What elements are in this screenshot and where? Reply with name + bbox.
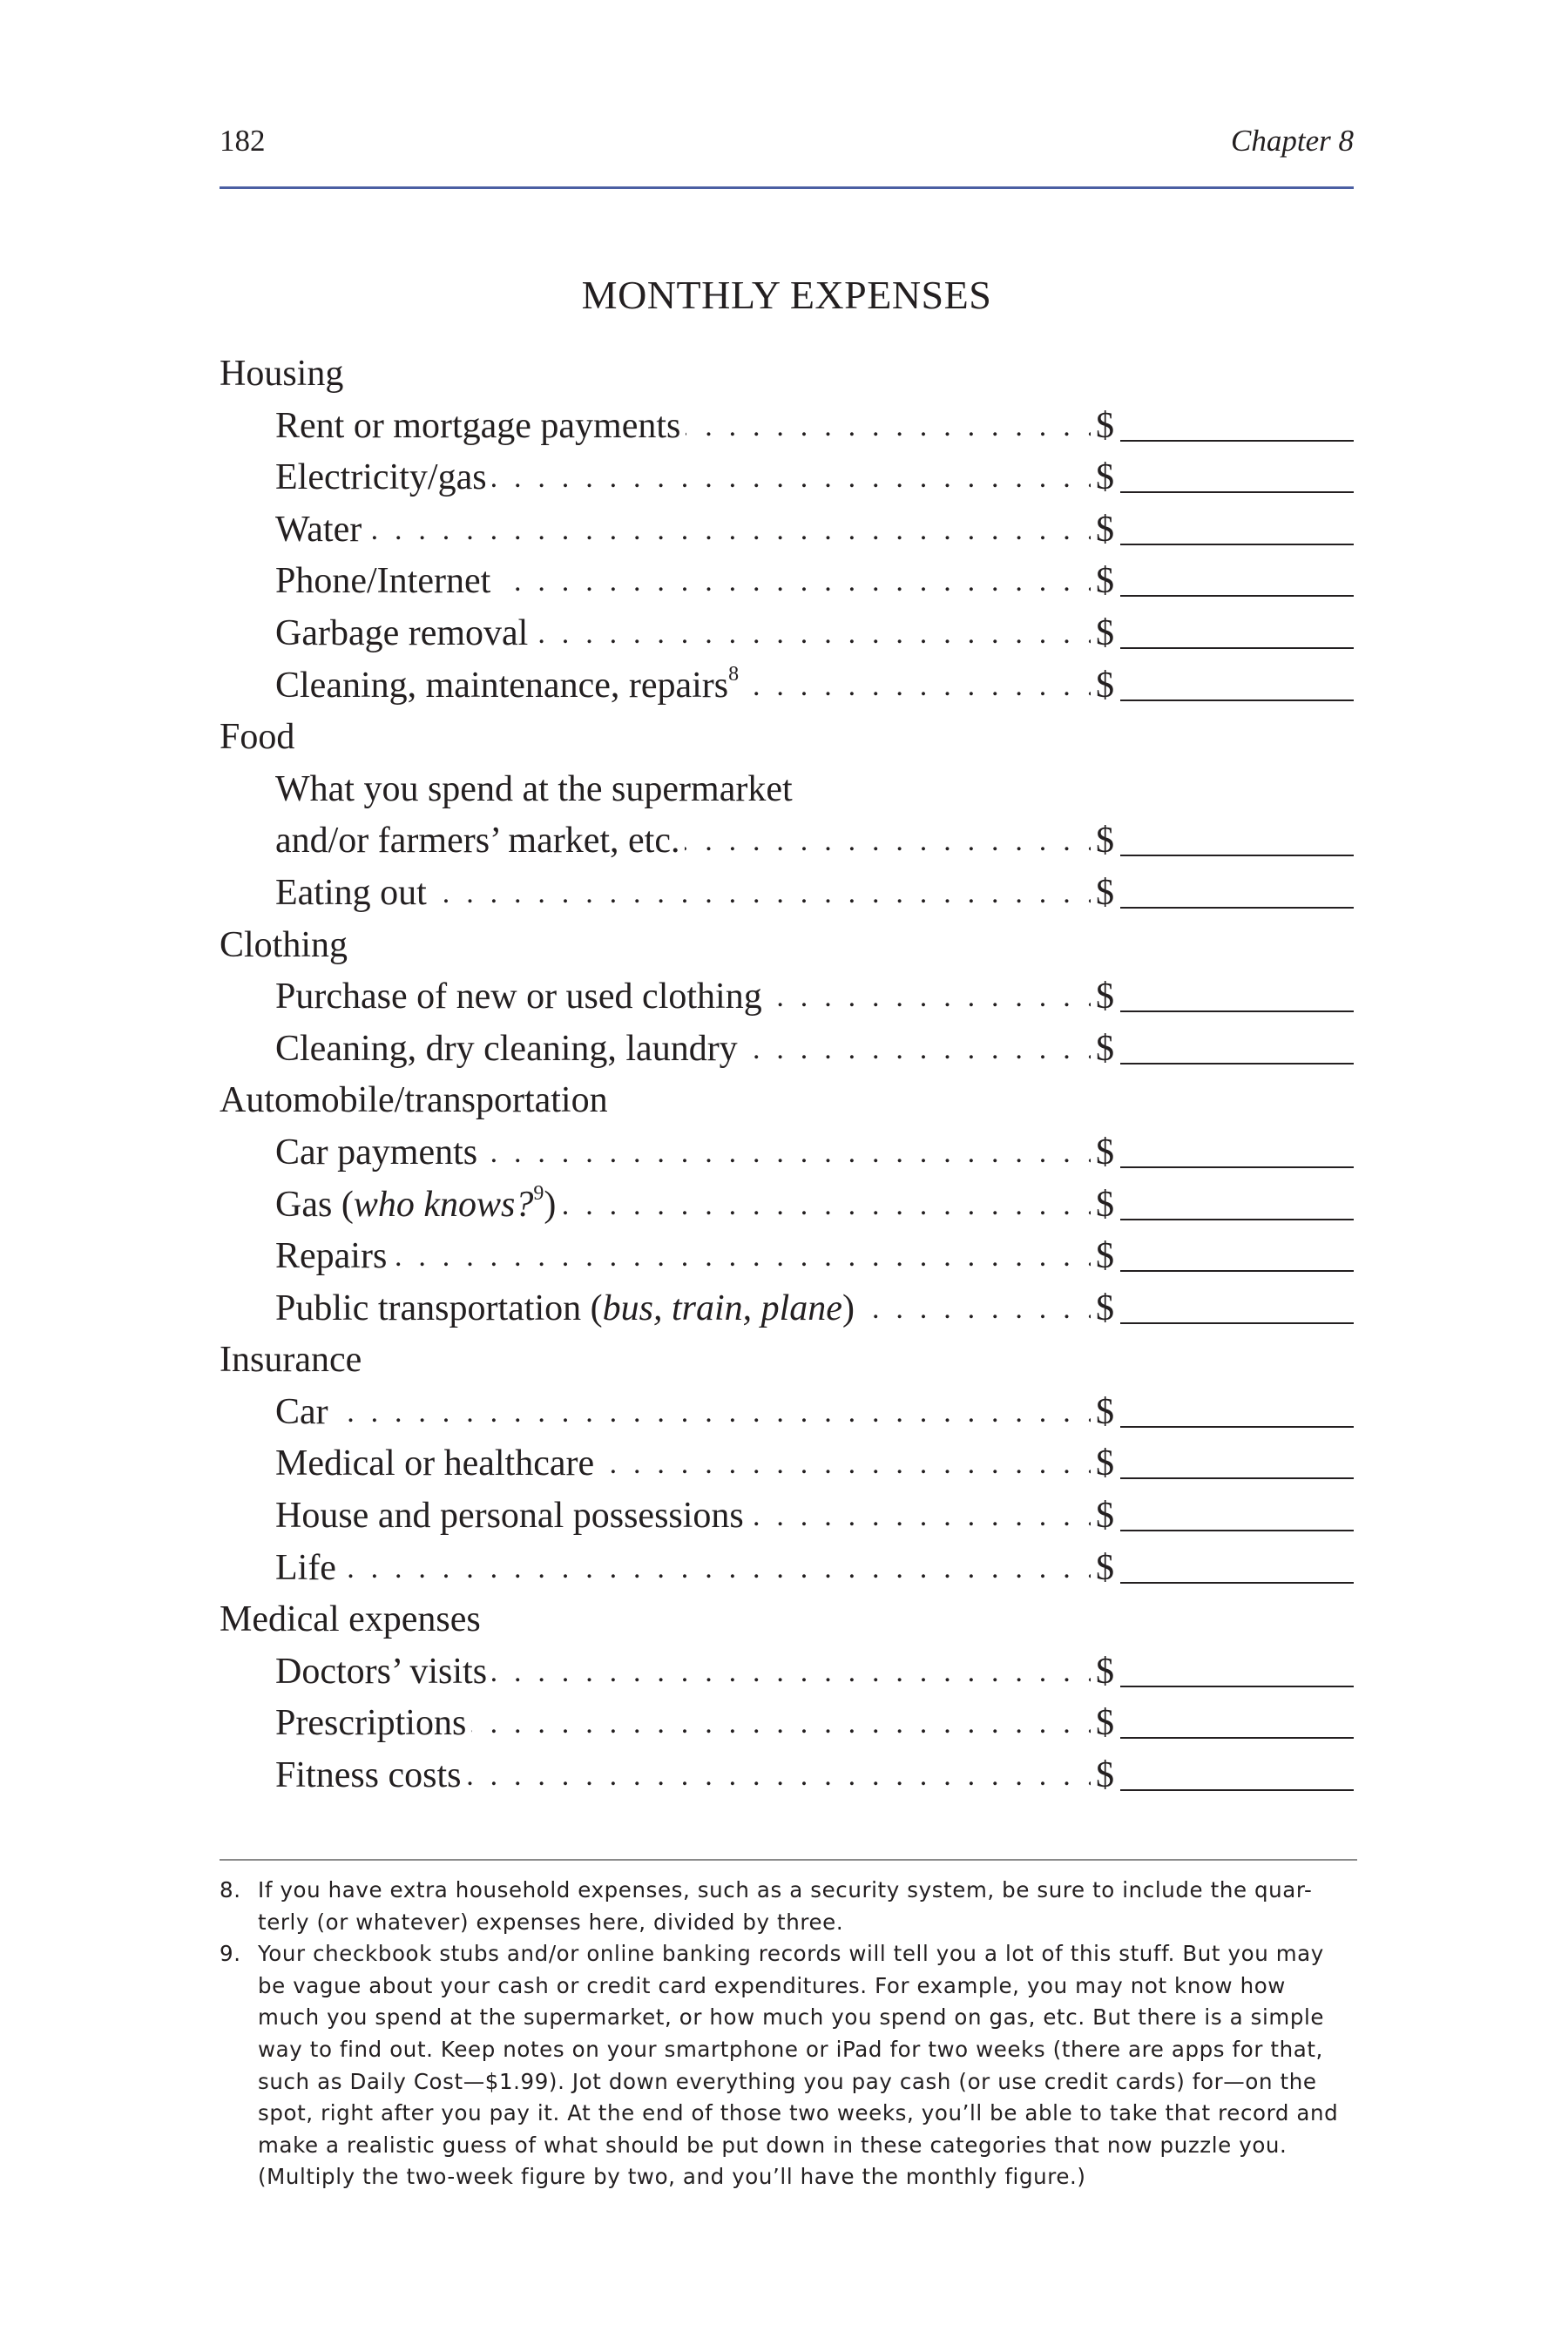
- item-label-text: Prescriptions: [275, 1703, 467, 1744]
- expense-item-label: [275, 1543, 341, 1595]
- footnotes: [220, 1875, 1357, 2193]
- item-label-text: and/or farmers’ market, etc.: [275, 821, 680, 862]
- expense-item-row: [220, 1179, 1354, 1232]
- category-label: Clothing: [220, 924, 348, 965]
- item-label-text: Public transportation (: [275, 1288, 603, 1328]
- expense-item-row: [220, 1543, 1354, 1595]
- expense-item-label: [275, 1283, 860, 1335]
- expense-item-label: [275, 1698, 471, 1750]
- expense-item-label: [275, 1387, 334, 1439]
- expense-item-row: [220, 815, 1354, 868]
- expense-item-label: [275, 1646, 492, 1699]
- category-label: Food: [220, 717, 295, 758]
- dollar-sign: $: [1096, 561, 1114, 602]
- dot-leader: [275, 1231, 1091, 1283]
- expense-item-row: [220, 1127, 1354, 1179]
- expense-item-row: [220, 401, 1354, 453]
- category-row: [220, 1335, 1354, 1387]
- dollar-sign: $: [1096, 977, 1114, 1017]
- category-label: Insurance: [220, 1340, 362, 1381]
- expense-item-label: [275, 1438, 599, 1490]
- dollar-sign: $: [1096, 1236, 1114, 1277]
- footnote-rule: [220, 1859, 1357, 1861]
- item-label-text: Cleaning, dry cleaning, laundry: [275, 1028, 738, 1069]
- dollar-sign: $: [1096, 1132, 1114, 1173]
- running-head: [220, 120, 1354, 164]
- expense-item-label: [275, 504, 367, 557]
- dollar-sign: $: [1096, 1443, 1114, 1484]
- item-label-text: Electricity/gas: [275, 457, 487, 498]
- expense-item-label: [275, 868, 432, 920]
- dollar-sign: $: [1096, 1703, 1114, 1744]
- expense-item-label: [275, 815, 685, 868]
- dollar-sign: $: [1096, 1028, 1114, 1069]
- dot-leader: [275, 1543, 1091, 1595]
- dollar-sign: $: [1096, 1391, 1114, 1432]
- expense-item-row: [220, 1231, 1354, 1283]
- dollar-sign: $: [1096, 509, 1114, 550]
- footnote-line: spot, right after you pay it. At the end of those two weeks, you’ll be able to take that record and: [258, 2100, 1339, 2126]
- expense-item-label: [275, 556, 496, 608]
- dot-leader: [275, 504, 1091, 557]
- footnote-line: Your checkbook stubs and/or online banking records will tell you a lot of this stuff. But you may: [258, 1941, 1324, 1967]
- category-row: [220, 1075, 1354, 1127]
- amount-blank-field[interactable]: [1120, 1010, 1354, 1012]
- footnote-line: (Multiply the two-week figure by two, and you’ll have the monthly figure.): [258, 2164, 1086, 2190]
- amount-blank-field[interactable]: [1120, 1322, 1354, 1324]
- item-label-text: What you spend at the supermarket: [275, 768, 793, 809]
- item-label-text: Life: [275, 1547, 336, 1588]
- expense-item-row: [220, 868, 1354, 920]
- footnote: [220, 1938, 1357, 2193]
- dollar-sign: $: [1096, 821, 1114, 862]
- amount-blank-field[interactable]: [1120, 491, 1354, 493]
- expense-item-row: [220, 1490, 1354, 1543]
- dollar-sign: $: [1096, 612, 1114, 653]
- expense-item-row: [220, 971, 1354, 1024]
- amount-blank-field[interactable]: [1120, 1219, 1354, 1220]
- amount-blank-field[interactable]: [1120, 544, 1354, 545]
- dot-leader: [275, 1387, 1091, 1439]
- expense-item-label: [275, 1024, 743, 1076]
- amount-blank-field[interactable]: [1120, 1686, 1354, 1687]
- expense-item-row: [220, 1750, 1354, 1802]
- item-label-text: Medical or healthcare: [275, 1443, 595, 1484]
- item-italic-text: who knows?: [353, 1184, 534, 1225]
- footnote-number: 8.: [220, 1877, 241, 1903]
- amount-blank-field[interactable]: [1120, 647, 1354, 649]
- footnote-number: 9.: [220, 1941, 241, 1967]
- expense-item-label: [275, 401, 686, 453]
- expense-item-row: [220, 1024, 1354, 1076]
- expense-item-label: [275, 971, 767, 1024]
- dollar-sign: $: [1096, 1184, 1114, 1225]
- header-rule: [220, 186, 1354, 189]
- expense-item-label: [275, 1127, 483, 1179]
- amount-blank-field[interactable]: [1120, 700, 1354, 701]
- item-label-text: Cleaning, maintenance, repairs: [275, 665, 729, 706]
- expense-list: [220, 348, 1354, 1802]
- item-label-text: Car: [275, 1391, 328, 1432]
- expense-item-row: [220, 452, 1354, 504]
- expense-item-row: [220, 1698, 1354, 1750]
- expense-item-label: [275, 764, 798, 816]
- category-row: [220, 712, 1354, 764]
- amount-blank-field[interactable]: [1120, 1166, 1354, 1168]
- dollar-sign: $: [1096, 1288, 1114, 1328]
- category-row: [220, 1594, 1354, 1646]
- category-row: [220, 348, 1354, 401]
- amount-blank-field[interactable]: [1120, 855, 1354, 856]
- dollar-sign: $: [1096, 665, 1114, 706]
- dollar-sign: $: [1096, 1755, 1114, 1796]
- item-label-text: Doctors’ visits: [275, 1651, 488, 1692]
- item-after-text: ): [841, 1288, 855, 1328]
- category-row: [220, 920, 1354, 972]
- expense-item-row: [220, 1387, 1354, 1439]
- amount-blank-field[interactable]: [1120, 1063, 1354, 1064]
- expense-item-row: [220, 504, 1354, 557]
- expense-item-row: [220, 1283, 1354, 1335]
- footnote-line: way to find out. Keep notes on your smartphone or iPad for two weeks (there are apps for that,: [258, 2036, 1323, 2062]
- item-label-text: Repairs: [275, 1236, 388, 1277]
- item-label-text: Phone/Internet: [275, 561, 491, 602]
- expense-item-row: [220, 764, 1354, 816]
- dollar-sign: $: [1096, 405, 1114, 446]
- footnote-line: make a realistic guess of what should be put down in these categories that now puzzle you.: [258, 2132, 1288, 2158]
- item-label-text: Garbage removal: [275, 612, 529, 653]
- footnote-ref: 8: [728, 662, 740, 686]
- dollar-sign: $: [1096, 872, 1114, 913]
- item-label-text: Purchase of new or used clothing: [275, 977, 762, 1017]
- amount-blank-field[interactable]: [1120, 1530, 1354, 1531]
- item-label-text: Eating out: [275, 872, 427, 913]
- expense-item-label: [275, 1490, 749, 1543]
- expense-item-row: [220, 1438, 1354, 1490]
- footnote-line: terly (or whatever) expenses here, divided by three.: [258, 1909, 844, 1935]
- item-label-text: Water: [275, 509, 362, 550]
- expense-item-row: [220, 1646, 1354, 1699]
- expense-item-row: [220, 660, 1354, 713]
- item-label-text: House and personal possessions: [275, 1496, 744, 1537]
- expense-item-label: [275, 1750, 467, 1802]
- category-label: Automobile/transportation: [220, 1080, 608, 1121]
- footnote-line: If you have extra household expenses, such as a security system, be sure to include the quar-: [258, 1877, 1313, 1903]
- expense-item-label: [275, 1179, 561, 1232]
- chapter-label: Chapter 8: [1231, 124, 1354, 158]
- amount-blank-field[interactable]: [1120, 1426, 1354, 1428]
- dollar-sign: $: [1096, 1496, 1114, 1537]
- item-label-text: Gas (: [275, 1184, 354, 1225]
- footnote: [220, 1875, 1357, 1938]
- expense-item-label: [275, 660, 744, 713]
- item-label-text: Fitness costs: [275, 1755, 462, 1796]
- dollar-sign: $: [1096, 1651, 1114, 1692]
- amount-blank-field[interactable]: [1120, 1737, 1354, 1739]
- expense-item-label: [275, 452, 492, 504]
- dollar-sign: $: [1096, 457, 1114, 498]
- footnote-line: much you spend at the supermarket, or how much you spend on gas, etc. But there is a simple: [258, 2004, 1325, 2031]
- dollar-sign: $: [1096, 1547, 1114, 1588]
- footnote-line: be vague about your cash or credit card expenditures. For example, you may not know how: [258, 1972, 1286, 1998]
- item-after-text: ): [544, 1184, 557, 1225]
- item-label-text: Car payments: [275, 1132, 478, 1173]
- footnote-line: such as Daily Cost—$1.99). Jot down everything you pay cash (or use credit cards) for—on the: [258, 2068, 1317, 2094]
- amount-blank-field[interactable]: [1120, 595, 1354, 597]
- expense-item-label: [275, 608, 533, 660]
- expense-item-row: [220, 556, 1354, 608]
- page-title: MONTHLY EXPENSES: [581, 273, 992, 317]
- amount-blank-field[interactable]: [1120, 1789, 1354, 1791]
- amount-blank-field[interactable]: [1120, 1477, 1354, 1479]
- item-label-text: Rent or mortgage payments: [275, 405, 681, 446]
- item-italic-text: bus, train, plane: [602, 1288, 842, 1328]
- footnote-ref: 9: [533, 1181, 544, 1205]
- page-number: 182: [220, 124, 266, 158]
- amount-blank-field[interactable]: [1120, 907, 1354, 909]
- amount-blank-field[interactable]: [1120, 1582, 1354, 1584]
- category-label: Medical expenses: [220, 1599, 481, 1640]
- category-label: Housing: [220, 354, 344, 394]
- amount-blank-field[interactable]: [1120, 440, 1354, 442]
- expense-item-row: [220, 608, 1354, 660]
- amount-blank-field[interactable]: [1120, 1270, 1354, 1272]
- expense-item-label: [275, 1231, 392, 1283]
